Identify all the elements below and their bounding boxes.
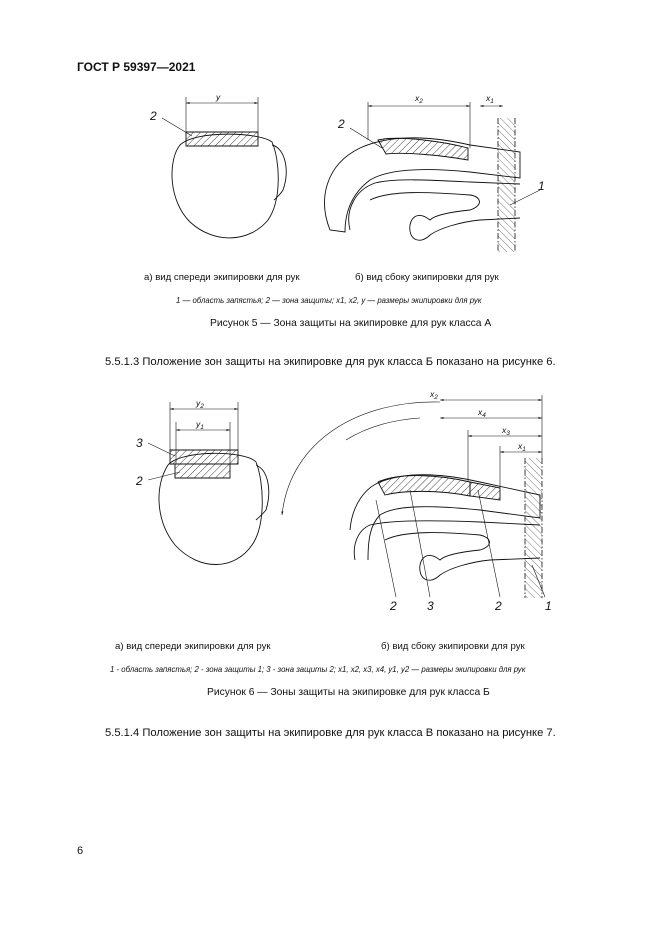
page-number: 6 bbox=[77, 845, 84, 857]
fig6-dim-x1: $x_1$ bbox=[518, 441, 526, 453]
fig6-label-front-3: 3 bbox=[136, 436, 143, 450]
fig6-front-view bbox=[148, 402, 269, 565]
fig5-dim-x1: $x_1$ bbox=[486, 93, 494, 105]
document-header: ГОСТ Р 59397—2021 bbox=[77, 60, 196, 74]
paragraph-5-5-1-4: 5.5.1.4 Положение зон защиты на экипировке для рук класса В показано на рисунке 7. bbox=[105, 727, 556, 739]
fig6-title: Рисунок 6 — Зоны защиты на экипировке для рук класса Б bbox=[207, 687, 490, 698]
fig6-dim-y1: $y_1$ bbox=[196, 419, 204, 431]
fig6-side-caption: б) вид сбоку экипировки для рук bbox=[381, 641, 525, 652]
fig5-front-view bbox=[162, 97, 286, 238]
fig6-label-side-2b: 2 bbox=[495, 599, 502, 613]
fig5-label-side-zone: 2 bbox=[338, 117, 345, 131]
fig6-dim-x2: $x_2$ bbox=[430, 389, 438, 401]
fig6-dim-x4: $x_4$ bbox=[478, 407, 486, 419]
fig6-label-side-1: 1 bbox=[545, 599, 552, 613]
fig6-legend: 1 - область запястья; 2 - зона защиты 1; 3 - зона защиты 2; x1, x2, x3, x4, y1, y2 — размеры экипировки для рук bbox=[110, 665, 526, 674]
fig6-dim-x3: $x_3$ bbox=[502, 425, 510, 437]
fig5-front-caption: а) вид спереди экипировки для рук bbox=[144, 272, 300, 283]
fig5-dim-y: y bbox=[216, 92, 221, 102]
fig5-legend: 1 — область запястья; 2 — зона защиты; x1, x2, y — размеры экипировки для рук bbox=[176, 296, 482, 305]
fig6-front-caption: а) вид спереди экипировки для рук bbox=[115, 641, 271, 652]
fig6-label-front-2: 2 bbox=[136, 474, 143, 488]
fig6-label-side-2a: 2 bbox=[390, 599, 397, 613]
fig6-label-side-3: 3 bbox=[427, 599, 434, 613]
fig5-side-caption: б) вид сбоку экипировки для рук bbox=[355, 272, 499, 283]
fig5-title: Рисунок 5 — Зона защиты на экипировке для рук класса А bbox=[210, 318, 492, 329]
fig5-side-view bbox=[325, 102, 540, 252]
fig5-dim-x2: $x_2$ bbox=[415, 93, 423, 105]
fig5-label-wrist: 1 bbox=[538, 179, 545, 193]
fig6-dim-y2: $y_2$ bbox=[196, 398, 204, 410]
paragraph-5-5-1-3: 5.5.1.3 Положение зон защиты на экипировке для рук класса Б показано на рисунке 6. bbox=[105, 356, 556, 368]
fig5-label-front-zone: 2 bbox=[150, 109, 157, 123]
